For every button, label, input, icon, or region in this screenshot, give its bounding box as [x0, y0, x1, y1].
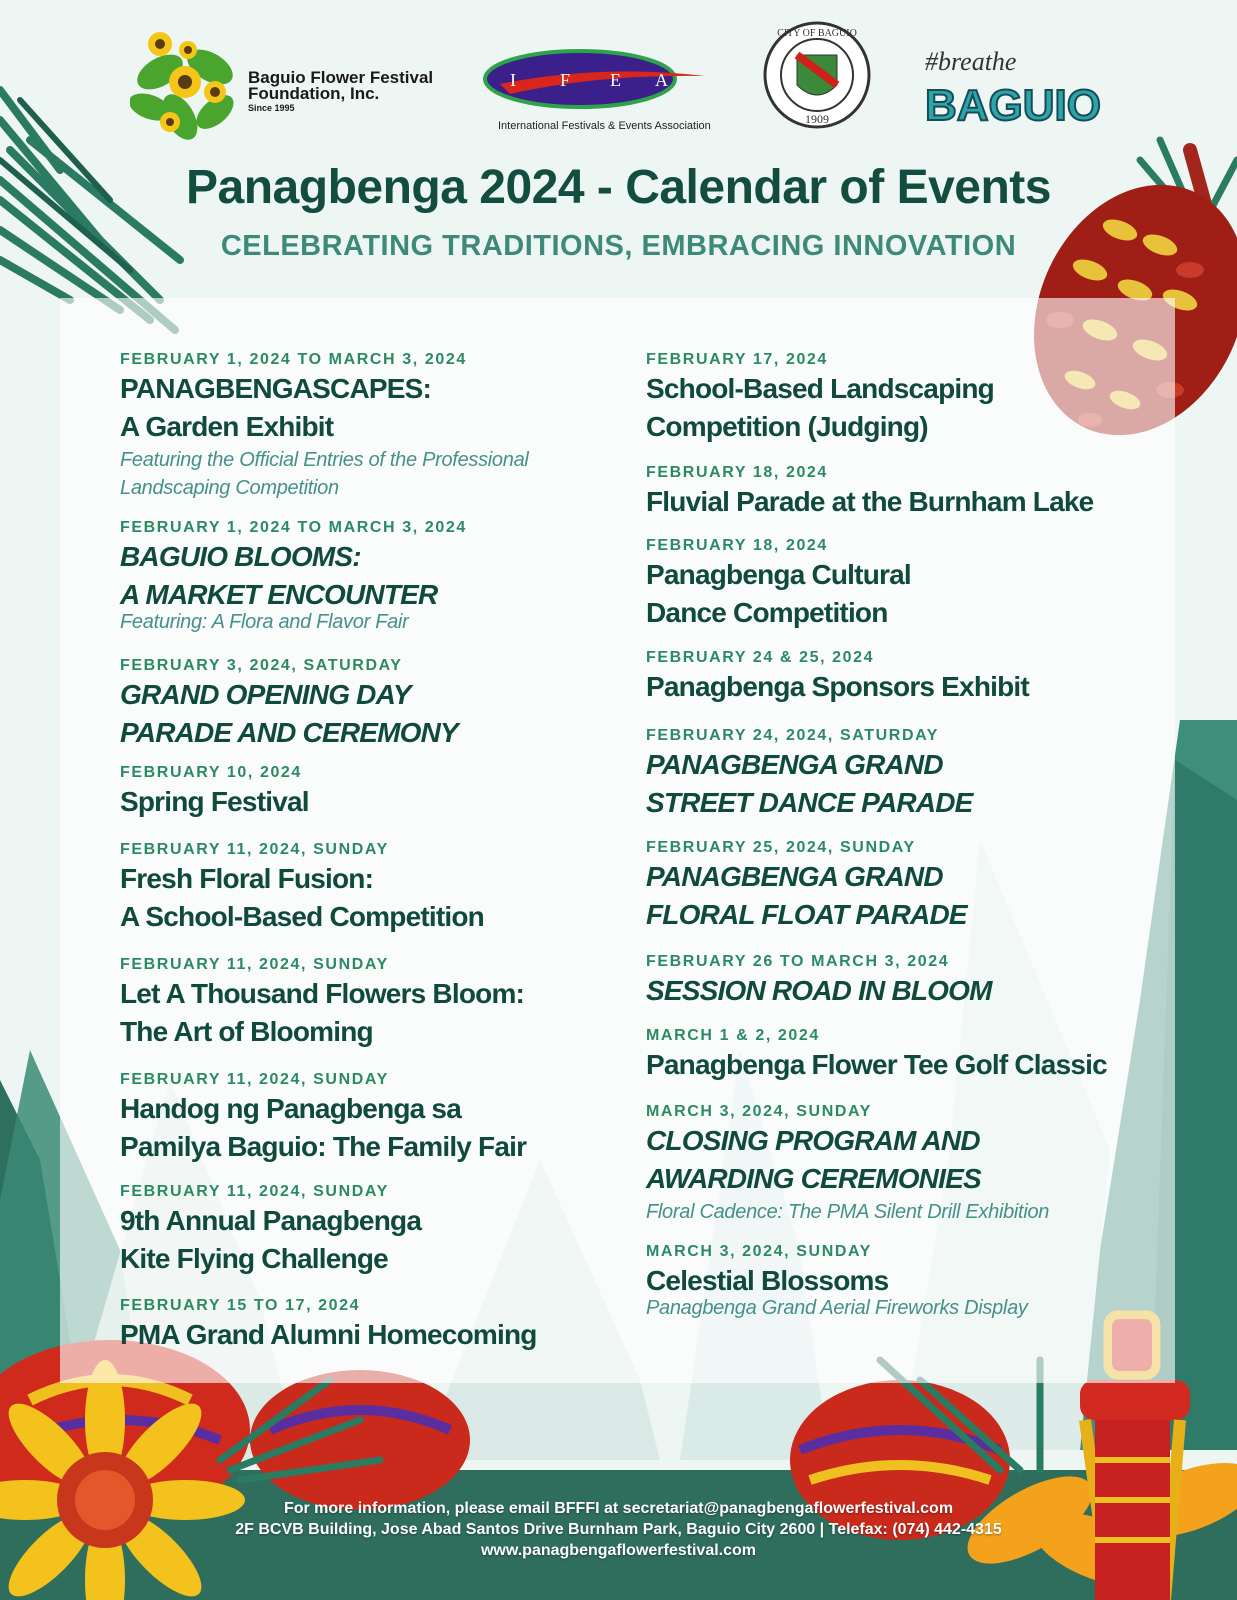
event-name: PANAGBENGA GRAND STREET DANCE PARADE [646, 749, 973, 818]
event-desc: Floral Cadence: The PMA Silent Drill Exhibition [646, 1201, 1050, 1223]
breathe-baguio-logo [915, 40, 1105, 140]
event-date: FEBRUARY 1, 2024 TO MARCH 3, 2024 [120, 519, 467, 536]
event-item [646, 1242, 1116, 1322]
org-name-line1: Baguio Flower Festival [248, 68, 434, 87]
event-item [646, 1026, 1116, 1084]
event-date: FEBRUARY 25, 2024, SUNDAY [646, 839, 916, 856]
bfff-name [248, 70, 433, 114]
bfff-logo [130, 22, 240, 142]
event-item [120, 1070, 620, 1166]
event-date: FEBRUARY 18, 2024 [646, 537, 828, 554]
event-name: 9th Annual Panagbenga Kite Flying Challenge [120, 1205, 422, 1274]
event-desc: Panagbenga Grand Aerial Fireworks Display [646, 1297, 1028, 1319]
event-name: Panagbenga Sponsors Exhibit [646, 671, 1029, 702]
event-name: Panagbenga Flower Tee Golf Classic [646, 1049, 1107, 1080]
event-desc: Featuring: A Flora and Flavor Fair [120, 611, 409, 633]
event-item [120, 656, 620, 752]
event-name: PMA Grand Alumni Homecoming [120, 1319, 537, 1350]
org-name-line2: Foundation, Inc. [248, 84, 380, 103]
event-name: School-Based Landscaping Competition (Judging) [646, 373, 994, 442]
event-name: BAGUIO BLOOMS: A MARKET ENCOUNTER [120, 541, 438, 610]
event-desc: Featuring the Official Entries of the Professional Landscaping Competition [120, 449, 529, 499]
page-subtitle: CELEBRATING TRADITIONS, EMBRACING INNOVATION [220, 230, 1017, 262]
org-since: Since 1995 [248, 103, 295, 113]
baguio-text: BAGUIO [925, 81, 1101, 130]
event-date: MARCH 1 & 2, 2024 [646, 1027, 820, 1044]
event-name: Celestial Blossoms [646, 1265, 889, 1296]
ifea-subtitle: International Festivals & Events Association [498, 120, 711, 132]
event-name: Fluvial Parade at the Burnham Lake [646, 486, 1094, 517]
ifea-logo [480, 44, 710, 114]
event-name: PANAGBENGA GRAND FLORAL FLOAT PARADE [646, 861, 967, 930]
event-item [646, 350, 1116, 446]
footer-email-line: For more information, please email BFFFI at secretariat@panagbengaflowerfestival.com [283, 1500, 954, 1517]
event-date: FEBRUARY 24, 2024, SATURDAY [646, 727, 940, 744]
event-item [646, 536, 1116, 632]
event-name: PANAGBENGASCAPES: A Garden Exhibit [120, 373, 432, 442]
footer-contact [0, 1498, 1237, 1561]
event-name: Spring Festival [120, 786, 309, 817]
seal-year: 1909 [805, 112, 829, 126]
event-date: FEBRUARY 15 TO 17, 2024 [120, 1297, 361, 1314]
event-date: FEBRUARY 26 TO MARCH 3, 2024 [646, 953, 950, 970]
event-date: FEBRUARY 11, 2024, SUNDAY [120, 1183, 389, 1200]
event-item [120, 518, 620, 636]
ifea-letter-e: E [610, 70, 621, 90]
event-name: Handog ng Panagbenga sa Pamilya Baguio: The Family Fair [120, 1093, 527, 1162]
event-date: MARCH 3, 2024, SUNDAY [646, 1243, 872, 1260]
event-date: FEBRUARY 11, 2024, SUNDAY [120, 956, 389, 973]
header-logos [0, 18, 1237, 138]
event-item [646, 838, 1116, 934]
event-item [646, 952, 1116, 1010]
event-name: Panagbenga Cultural Dance Competition [646, 559, 911, 628]
event-date: MARCH 3, 2024, SUNDAY [646, 1103, 872, 1120]
event-item [120, 763, 620, 821]
ifea-letter-f: F [560, 70, 571, 90]
event-name: CLOSING PROGRAM AND AWARDING CEREMONIES [646, 1125, 981, 1194]
footer-address-line: 2F BCVB Building, Jose Abad Santos Drive Burnham Park, Baguio City 2600 | Telefax: (074) 442-4315 [235, 1521, 1002, 1538]
event-date: FEBRUARY 17, 2024 [646, 351, 828, 368]
city-seal-logo [762, 20, 872, 130]
event-date: FEBRUARY 3, 2024, SATURDAY [120, 657, 403, 674]
footer-website-link[interactable]: www.panagbengaflowerfestival.com [480, 1542, 757, 1559]
ifea-letter-i: I [510, 70, 516, 90]
event-date: FEBRUARY 11, 2024, SUNDAY [120, 841, 389, 858]
page-title: Panagbenga 2024 - Calendar of Events [186, 161, 1051, 214]
event-item [120, 1182, 620, 1278]
event-date: FEBRUARY 11, 2024, SUNDAY [120, 1071, 389, 1088]
event-name: Fresh Floral Fusion: A School-Based Competition [120, 863, 484, 932]
event-name: SESSION ROAD IN BLOOM [646, 975, 992, 1006]
event-item [120, 840, 620, 936]
seal-text: CITY OF BAGUIO [777, 28, 857, 39]
event-date: FEBRUARY 24 & 25, 2024 [646, 649, 875, 666]
event-date: FEBRUARY 1, 2024 TO MARCH 3, 2024 [120, 351, 467, 368]
event-item [646, 1102, 1116, 1226]
event-item [646, 463, 1116, 521]
event-item [120, 1296, 620, 1354]
event-name: GRAND OPENING DAY PARADE AND CEREMONY [120, 679, 458, 748]
ifea-letter-a: A [655, 70, 668, 90]
event-date: FEBRUARY 10, 2024 [120, 764, 302, 781]
event-item [646, 648, 1116, 706]
breathe-text: #breathe [925, 47, 1017, 76]
event-date: FEBRUARY 18, 2024 [646, 464, 828, 481]
event-name: Let A Thousand Flowers Bloom: The Art of Blooming [120, 978, 525, 1047]
event-item [646, 726, 1116, 822]
event-item [120, 955, 620, 1051]
event-item [120, 350, 620, 502]
